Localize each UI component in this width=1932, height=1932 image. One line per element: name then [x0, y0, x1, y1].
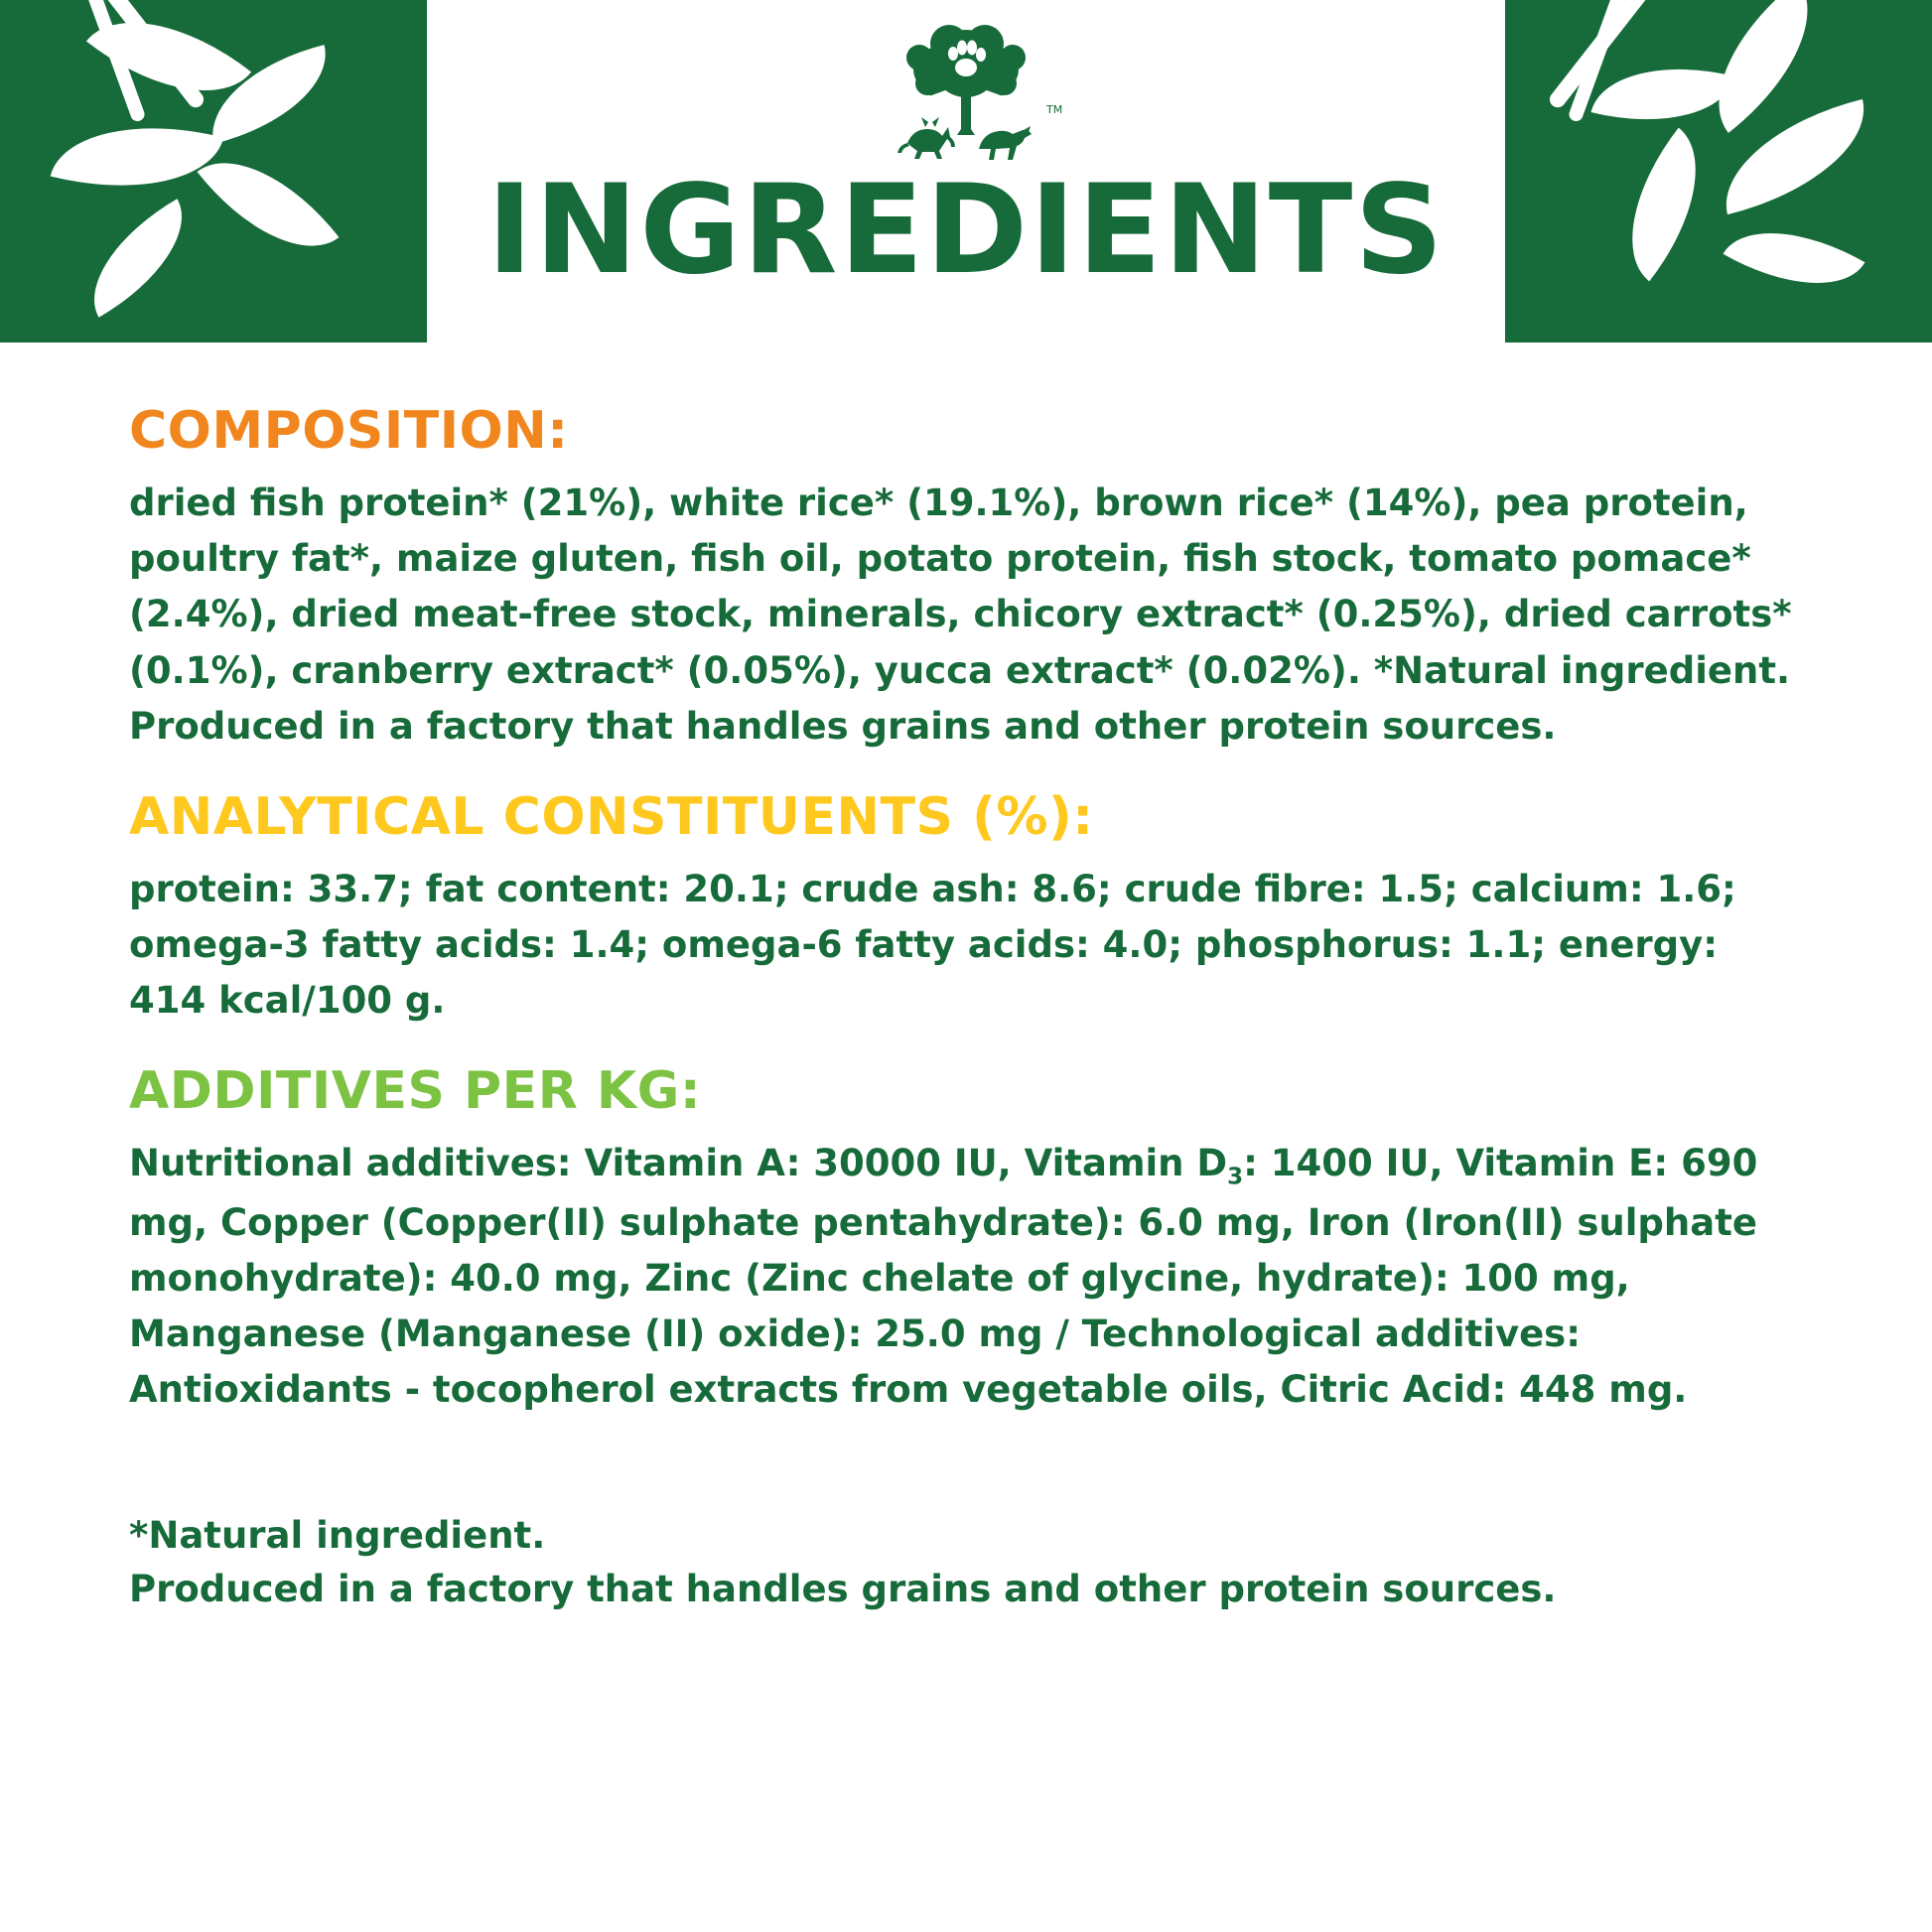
page-title: INGREDIENTS [486, 159, 1446, 302]
footnote-line-natural-ingredient: *Natural ingredient. [129, 1514, 546, 1558]
additives-text-part1: Nutritional additives: Vitamin A: 30000 IU, Vitamin D [129, 1142, 1228, 1185]
section-composition [129, 402, 1803, 755]
svg-text:TM: TM [1046, 103, 1063, 116]
page-header [0, 0, 1932, 343]
section-additives [129, 1062, 1803, 1418]
section-analytical-constituents [129, 788, 1803, 1030]
composition-heading: COMPOSITION: [129, 401, 569, 461]
analytical-constituents-heading: ANALYTICAL CONSTITUENTS (%): [129, 786, 1094, 847]
ingredients-content [0, 343, 1932, 1616]
footnote-line-factory: Produced in a factory that handles grains and other protein sources. [129, 1568, 1557, 1611]
leaf-icon [1590, 45, 1734, 144]
footnote [129, 1509, 1803, 1615]
composition-text: dried fish protein* (21%), white rice* (19.1%), brown rice* (14%), pea protein, poultry fat*, maize gluten, fish oil, potato protein, fish stock, tomato pomace* (2.4%), dried meat-free stock, minerals, chicory extract* (0.25%), dried carrots* (0.1%), cranberry extract* (0.05%), yucca extract* (0.02%). *Natural ingredient. Produced in a factory that handles grains and other protein sources. [129, 481, 1792, 748]
additives-subscript: 3 [1227, 1164, 1244, 1190]
additives-text [129, 1136, 1803, 1418]
additives-text-part2: : 1400 IU, Vitamin E: 690 mg, Copper (Copper(II) sulphate pentahydrate): 6.0 mg, Iron (Iron(II) sulphate monohydrate): 40.0 mg, Zinc (Zinc chelate of glycine, hydrate): 100 mg, Manganese (Manganese (II) oxide): 25.0 mg / Technological additives: Antioxidants - tocopherol extracts from vegetable oils, Citric Acid: 448 mg. [129, 1142, 1758, 1412]
analytical-constituents-text: protein: 33.7; fat content: 20.1; crude ash: 8.6; crude fibre: 1.5; calcium: 1.6; omega-3 fatty acids: 1.4; omega-6 fatty acids: 4.0; phosphorus: 1.1; energy: 414 kcal/100 g. [129, 867, 1736, 1023]
additives-heading: ADDITIVES PER KG: [129, 1061, 702, 1122]
tree-with-cat-and-dog-logo-icon [862, 18, 1070, 167]
